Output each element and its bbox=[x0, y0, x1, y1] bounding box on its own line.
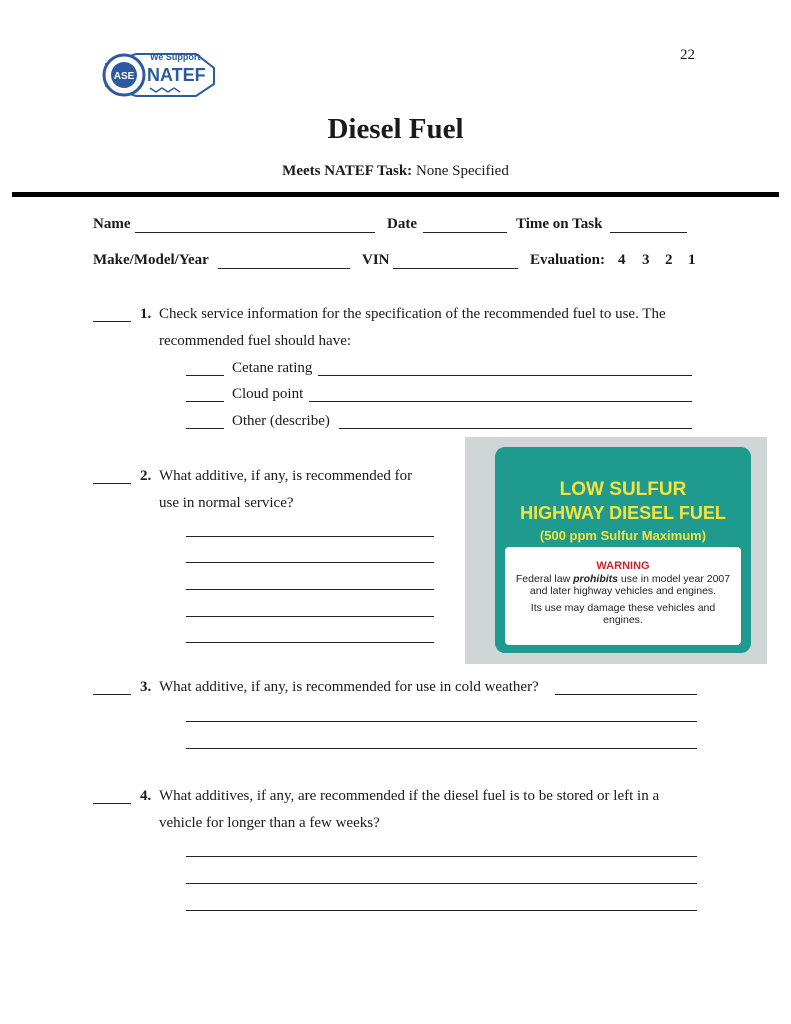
q1-text-line1: Check service information for the specification of the recommended fuel to use. The bbox=[159, 306, 666, 322]
sign-warning-text: Federal law prohibits use in model year 2007 and later highway vehicles and engines. bbox=[515, 573, 731, 597]
q1-cloud-field[interactable] bbox=[309, 401, 692, 402]
q1-number: 1. bbox=[140, 306, 152, 322]
q2-number: 2. bbox=[140, 468, 152, 484]
evaluation-score-1[interactable]: 1 bbox=[688, 252, 696, 268]
q3-check-field[interactable] bbox=[93, 694, 131, 695]
q4-text-line2: vehicle for longer than a few weeks? bbox=[159, 815, 380, 831]
q4-answer-line-2[interactable] bbox=[186, 883, 697, 884]
evaluation-label: Evaluation: bbox=[530, 252, 606, 268]
time-on-task-field[interactable] bbox=[610, 232, 687, 233]
time-on-task-label: Time on Task bbox=[516, 216, 603, 232]
q1-cetane-field[interactable] bbox=[318, 375, 692, 376]
date-label: Date bbox=[387, 216, 417, 232]
make-model-year-label: Make/Model/Year bbox=[93, 252, 209, 268]
task-label: Meets NATEF Task: bbox=[282, 163, 413, 179]
evaluation-score-3[interactable]: 3 bbox=[642, 252, 650, 268]
q2-answer-line-4[interactable] bbox=[186, 616, 434, 617]
natef-logo bbox=[96, 46, 218, 104]
sign-warning-title: WARNING bbox=[596, 560, 650, 572]
low-sulfur-fuel-sign-photo bbox=[465, 437, 767, 664]
q1-check-field[interactable] bbox=[93, 321, 131, 322]
q2-answer-line-2[interactable] bbox=[186, 562, 434, 563]
q4-answer-line-1[interactable] bbox=[186, 856, 697, 857]
name-label: Name bbox=[93, 216, 131, 232]
q3-answer-line-1[interactable] bbox=[186, 721, 697, 722]
sign-line-3: (500 ppm Sulfur Maximum) bbox=[539, 528, 707, 543]
q1-cetane-check[interactable] bbox=[186, 375, 224, 376]
vin-field[interactable] bbox=[393, 268, 518, 269]
q3-answer-line-2[interactable] bbox=[186, 748, 697, 749]
q1-other-field[interactable] bbox=[339, 428, 692, 429]
page-number: 22 bbox=[680, 47, 695, 63]
q2-answer-line-5[interactable] bbox=[186, 642, 434, 643]
sign-damage-text: Its use may damage these vehicles and engines. bbox=[530, 602, 716, 626]
name-field[interactable] bbox=[135, 232, 375, 233]
q3-inline-answer[interactable] bbox=[555, 694, 697, 695]
task-value: None Specified bbox=[415, 163, 509, 179]
q1-cloud-label: Cloud point bbox=[232, 386, 304, 402]
q2-answer-line-3[interactable] bbox=[186, 589, 434, 590]
natef-task bbox=[0, 163, 791, 180]
logo-tagline: We Support bbox=[150, 52, 201, 62]
q4-text-line1: What additives, if any, are recommended if the diesel fuel is to be stored or left in a bbox=[159, 788, 660, 804]
sign-line-1: LOW SULFUR bbox=[559, 479, 687, 500]
q1-other-label: Other (describe) bbox=[232, 413, 330, 429]
q3-number: 3. bbox=[140, 679, 152, 695]
q1-cetane-label: Cetane rating bbox=[232, 360, 313, 376]
q1-cloud-check[interactable] bbox=[186, 401, 224, 402]
evaluation-score-4[interactable]: 4 bbox=[618, 252, 626, 268]
q2-text-line1: What additive, if any, is recommended for bbox=[159, 468, 413, 484]
q4-answer-line-3[interactable] bbox=[186, 910, 697, 911]
sign-line-2: HIGHWAY DIESEL FUEL bbox=[520, 503, 726, 523]
header-rule bbox=[12, 192, 779, 197]
date-field[interactable] bbox=[423, 232, 507, 233]
q1-other-check[interactable] bbox=[186, 428, 224, 429]
vin-label: VIN bbox=[362, 252, 390, 268]
make-model-year-field[interactable] bbox=[218, 268, 350, 269]
logo-brand: NATEF bbox=[147, 65, 206, 85]
evaluation-score-2[interactable]: 2 bbox=[665, 252, 673, 268]
q2-answer-line-1[interactable] bbox=[186, 536, 434, 537]
q4-check-field[interactable] bbox=[93, 803, 131, 804]
page-title: Diesel Fuel bbox=[327, 113, 464, 145]
q3-text-line1: What additive, if any, is recommended for use in cold weather? bbox=[159, 679, 539, 695]
logo-badge: ASE bbox=[113, 71, 135, 82]
q1-text-line2: recommended fuel should have: bbox=[159, 333, 352, 349]
q2-check-field[interactable] bbox=[93, 483, 131, 484]
q2-text-line2: use in normal service? bbox=[159, 495, 294, 511]
q4-number: 4. bbox=[140, 788, 152, 804]
